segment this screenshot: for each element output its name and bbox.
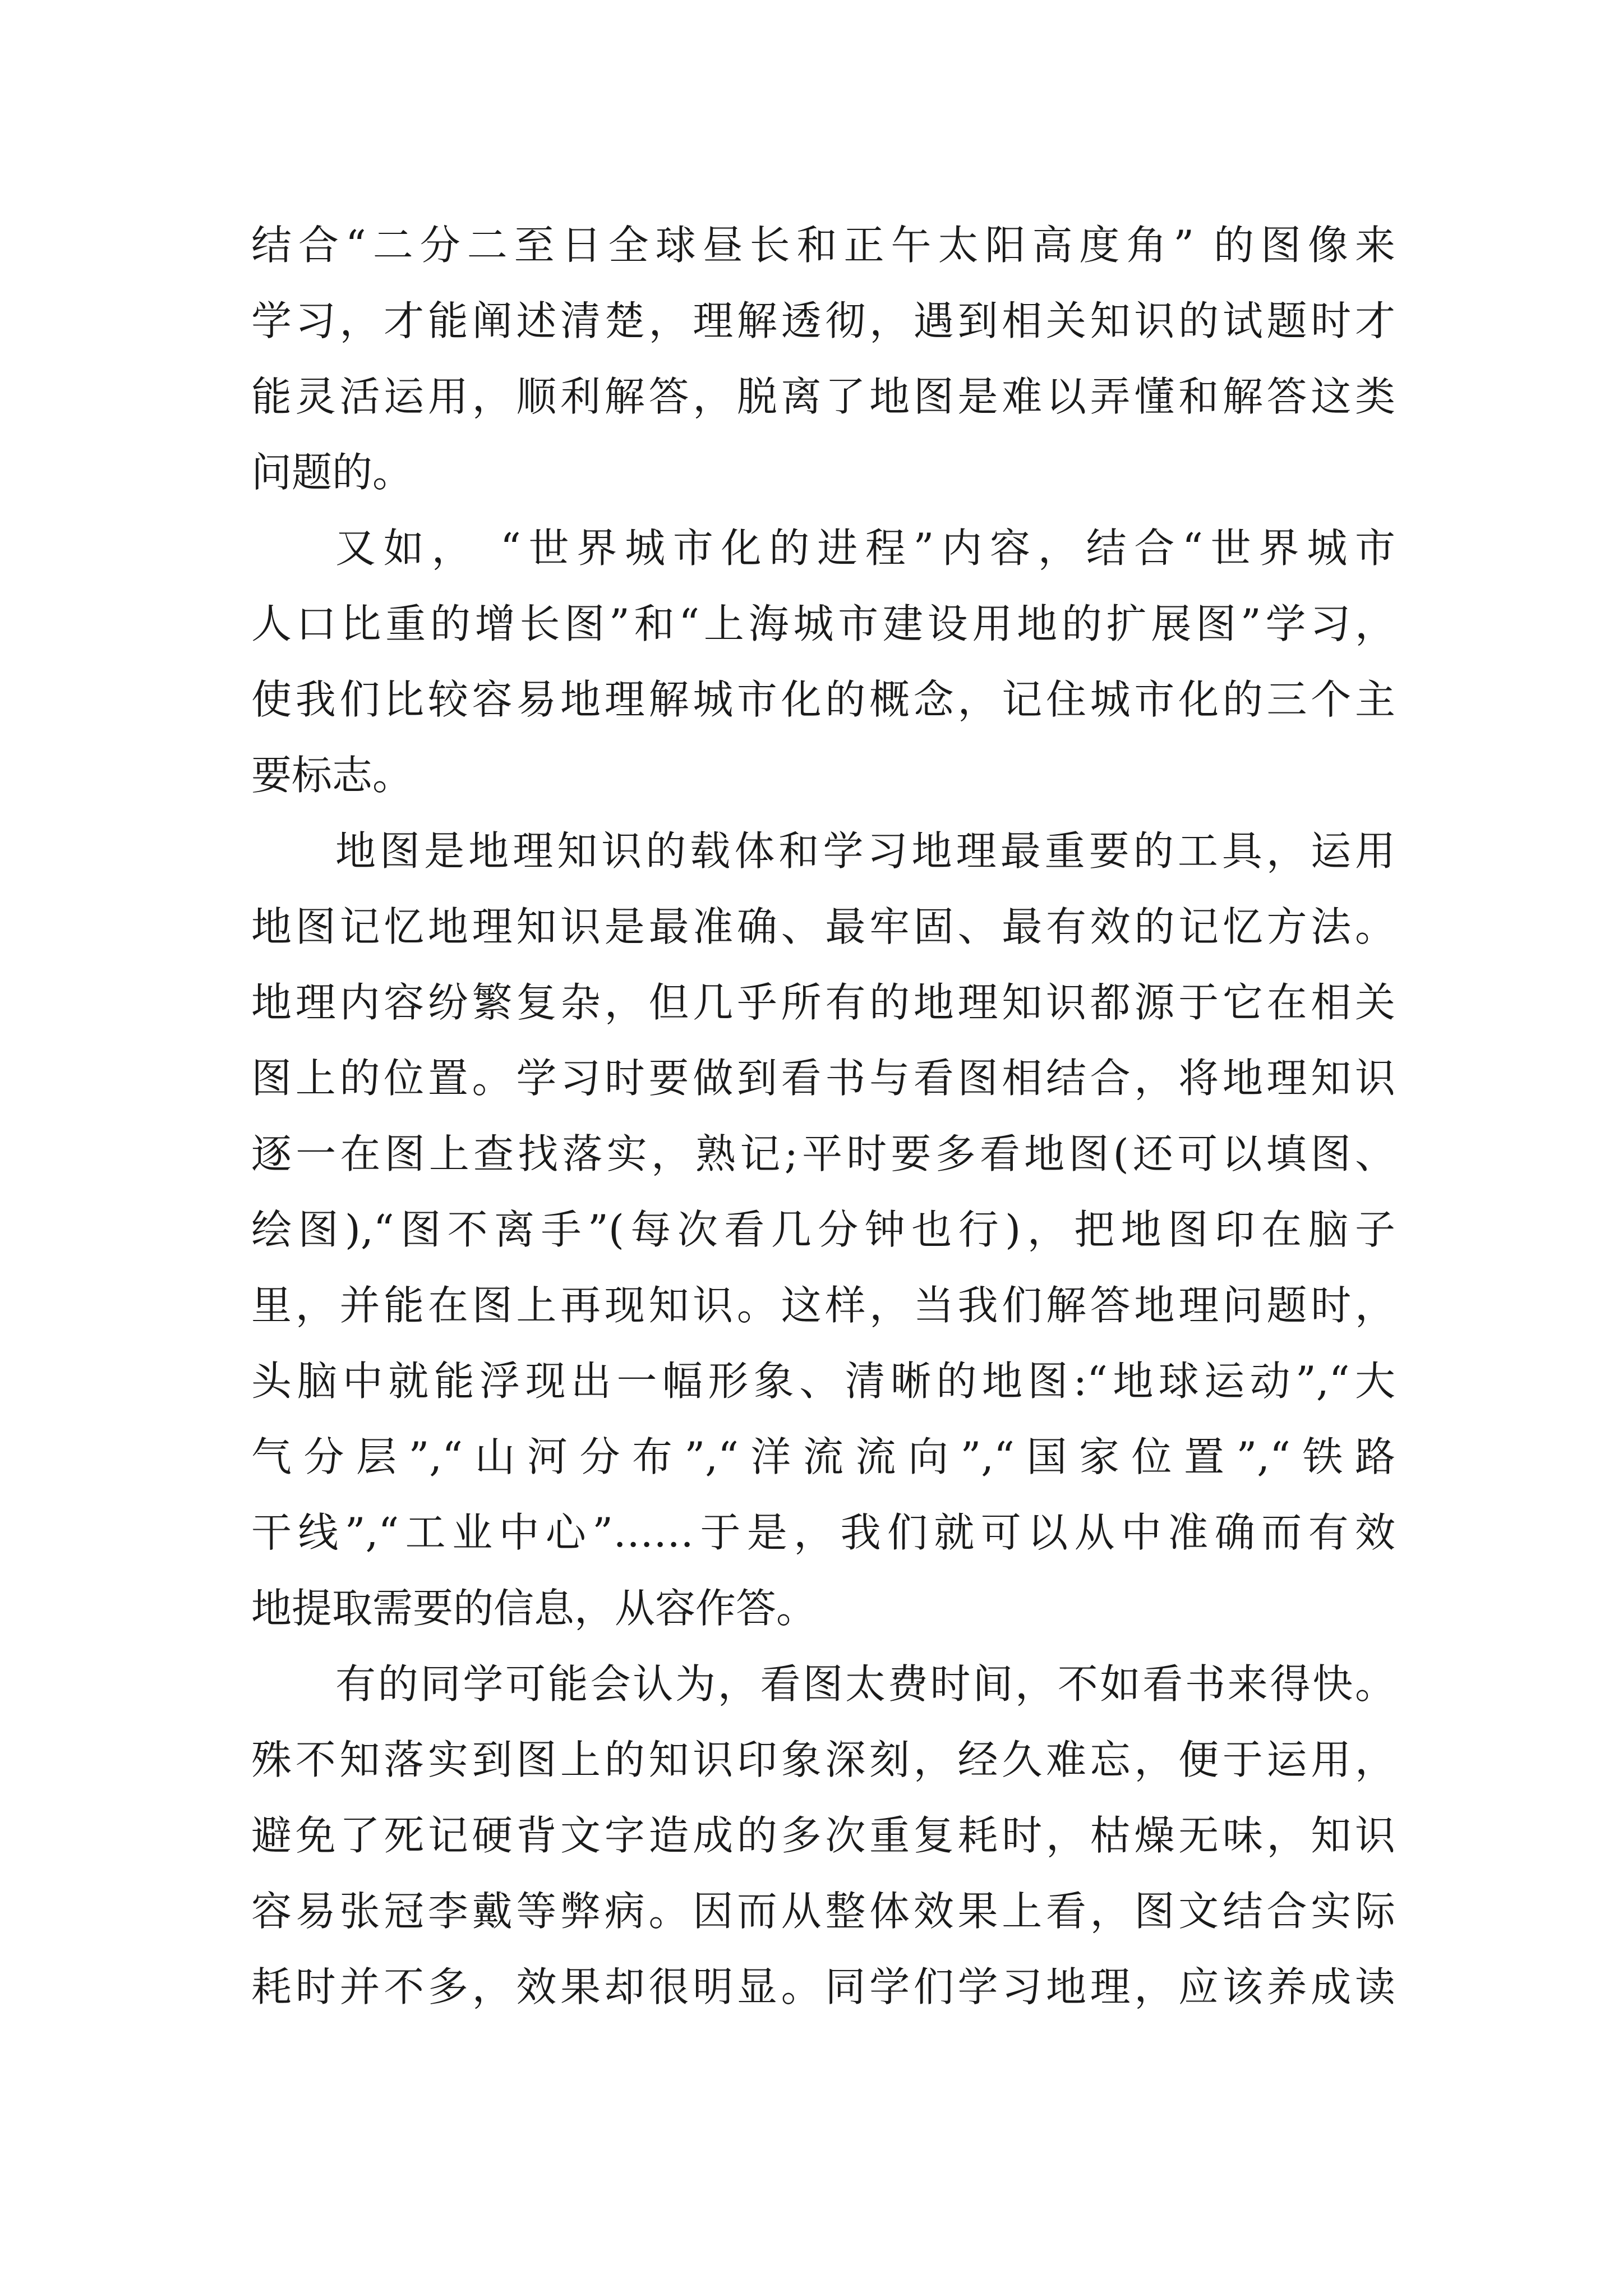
text-line: 学习，才能阐述清楚，理解透彻，遇到相关知识的试题时才 bbox=[251, 297, 1395, 344]
text-line: 问题的。 bbox=[251, 449, 413, 496]
body-text bbox=[251, 208, 1395, 2025]
text-line: 人口比重的增长图”和“上海城市建设用地的扩展图”学习， bbox=[251, 600, 1395, 647]
text-line: 容易张冠李戴等弊病。因而从整体效果上看，图文结合实际 bbox=[251, 1888, 1395, 1935]
text-line: 地理内容纷繁复杂，但几乎所有的地理知识都源于它在相关 bbox=[251, 979, 1395, 1026]
text-line: 避免了死记硬背文字造成的多次重复耗时，枯燥无味，知识 bbox=[251, 1812, 1395, 1859]
text-line: 耗时并不多，效果却很明显。同学们学习地理，应该养成读 bbox=[251, 1963, 1395, 2010]
text-line: 逐一在图上查找落实，熟记;平时要多看地图(还可以填图、 bbox=[251, 1130, 1395, 1177]
text-line: 能灵活运用，顺利解答，脱离了地图是难以弄懂和解答这类 bbox=[251, 373, 1395, 420]
text-line: 有的同学可能会认为，看图太费时间，不如看书来得快。 bbox=[335, 1660, 1395, 1708]
text-line: 干线”,“工业中心”……于是，我们就可以从中准确而有效 bbox=[251, 1509, 1395, 1556]
text-line: 殊不知落实到图上的知识印象深刻，经久难忘，便于运用， bbox=[251, 1736, 1395, 1783]
text-line: 使我们比较容易地理解城市化的概念，记住城市化的三个主 bbox=[251, 676, 1395, 723]
text-line: 地图是地理知识的载体和学习地理最重要的工具，运用 bbox=[335, 827, 1395, 875]
text-line: 绘图),“图不离手”(每次看几分钟也行)，把地图印在脑子 bbox=[251, 1206, 1395, 1253]
text-line: 气分层”,“山河分布”,“洋流流向”,“国家位置”,“铁路 bbox=[251, 1433, 1395, 1480]
text-line: 头脑中就能浮现出一幅形象、清晰的地图:“地球运动”,“大 bbox=[251, 1358, 1395, 1405]
text-line: 地图记忆地理知识是最准确、最牢固、最有效的记忆方法。 bbox=[251, 903, 1395, 950]
text-line: 里，并能在图上再现知识。这样，当我们解答地理问题时， bbox=[251, 1282, 1395, 1329]
text-line: 图上的位置。学习时要做到看书与看图相结合，将地理知识 bbox=[251, 1055, 1395, 1102]
text-line: 要标志。 bbox=[251, 752, 413, 799]
text-line: 地提取需要的信息，从容作答。 bbox=[251, 1585, 817, 1632]
text-line: 又如， “世界城市化的进程”内容，结合“世界城市 bbox=[335, 524, 1395, 572]
text-line: 结合“二分二至日全球昼长和正午太阳高度角” 的图像来 bbox=[251, 222, 1395, 269]
